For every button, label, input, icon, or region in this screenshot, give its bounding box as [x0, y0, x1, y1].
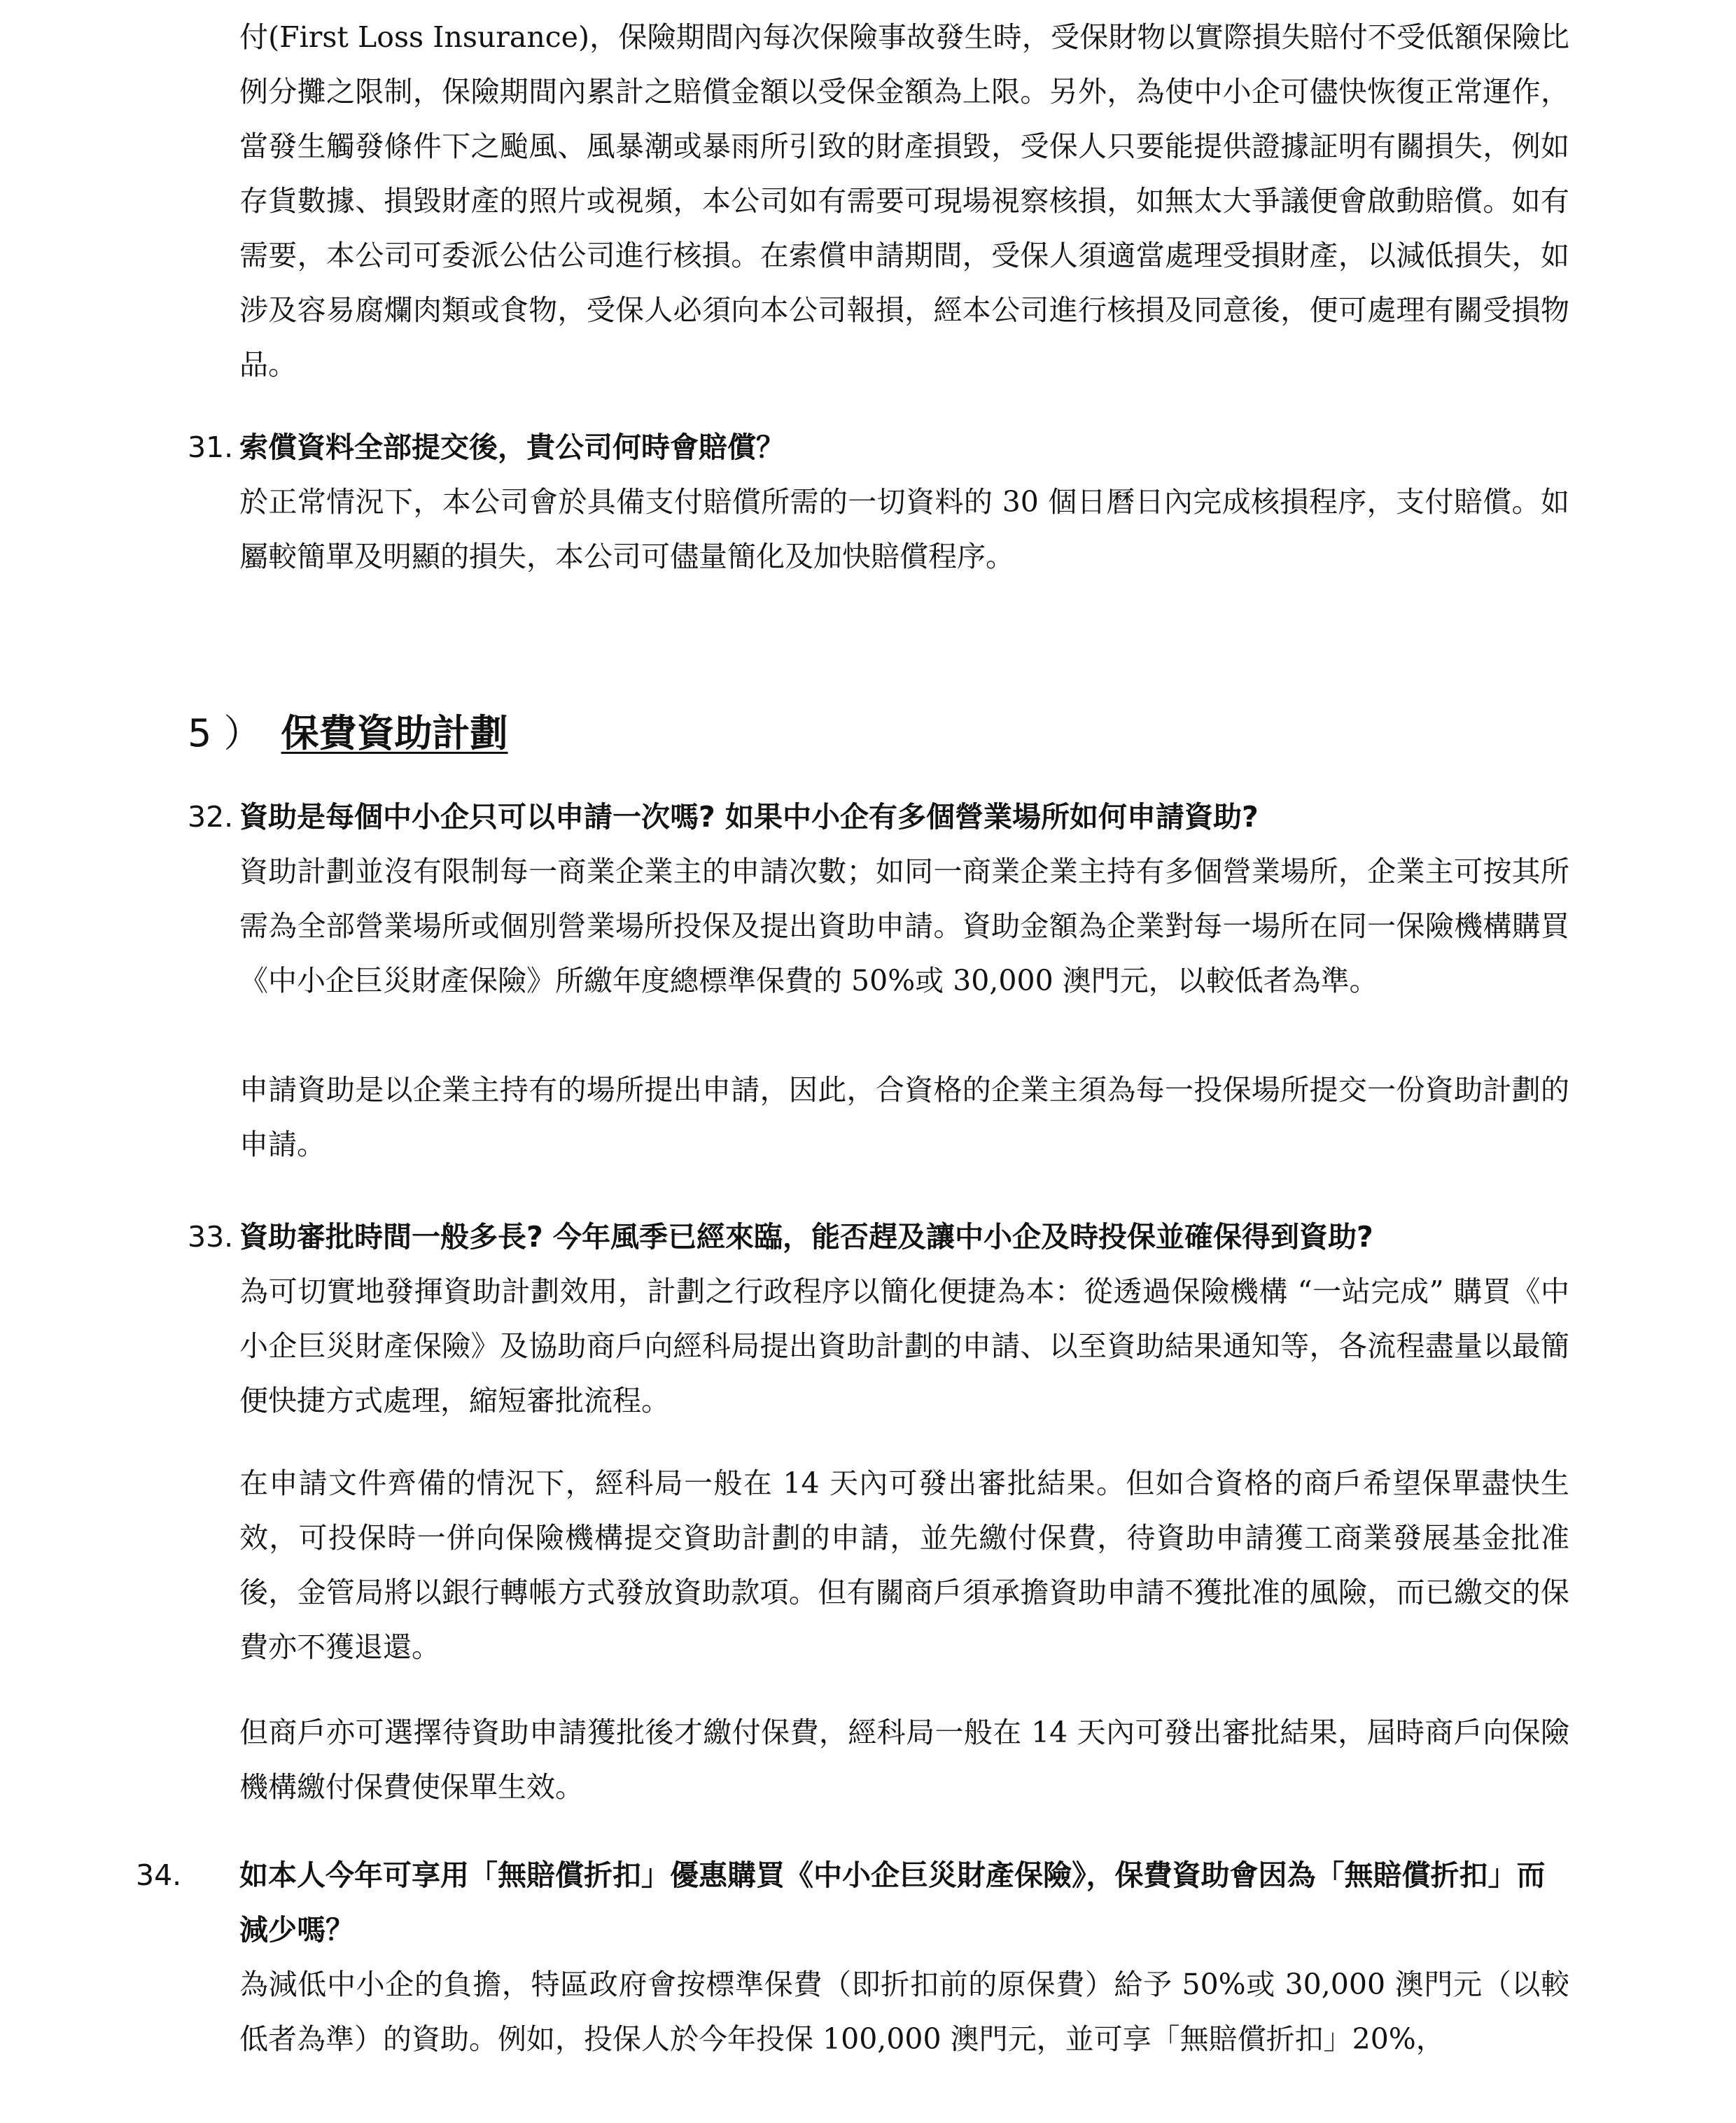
question-32-number: 32.: [188, 800, 234, 834]
answer-33-paragraph-2: 在申請文件齊備的情況下，經科局一般在 14 天內可發出審批結果。但如合資格的商戶希望保單盡快生效，可投保時一併向保險機構提交資助計劃的申請，並先繳付保費，待資助申請獲工商業發展基金批准後，金管局將以銀行轉帳方式發放資助款項。但有關商戶須承擔資助申請不獲批准的風險，而已繳交的保費亦不獲退還。: [239, 1466, 1569, 1664]
question-32-text: 資助是每個中小企只可以申請一次嗎? 如果中小企有多個營業場所如何申請資助?: [239, 800, 1259, 834]
answer-34: 為減低中小企的負擔，特區政府會按標準保費（即折扣前的原保費）給予 50%或 30,000 澳門元（以較低者為準）的資助。例如，投保人於今年投保 100,000 澳門元，並可享「無賠償折扣」20%，: [239, 1968, 1569, 2056]
question-34: [136, 1848, 1574, 1957]
question-31: [188, 420, 1574, 475]
section-5-heading: [188, 706, 508, 762]
answer-31: 於正常情況下，本公司會於具備支付賠償所需的一切資料的 30 個日曆日內完成核損程序，支付賠償。如屬較簡單及明顯的損失，本公司可儘量簡化及加快賠償程序。: [239, 485, 1569, 573]
section-5-number: 5 ）: [188, 711, 262, 755]
section-5-title: 保費資助計劃: [281, 711, 508, 755]
answer-32-paragraph-2: 申請資助是以企業主持有的場所提出申請，因此，合資格的企業主須為每一投保場所提交一份資助計劃的申請。: [239, 1073, 1569, 1161]
question-32: [188, 790, 1574, 844]
question-33-text: 資助審批時間一般多長? 今年風季已經來臨，能否趕及讓中小企及時投保並確保得到資助?: [239, 1220, 1373, 1254]
question-34-text: 如本人今年可享用「無賠償折扣」優惠購買《中小企巨災財產保險》，保費資助會因為「無賠償折扣」而減少嗎？: [239, 1858, 1546, 1947]
question-33: [188, 1210, 1574, 1264]
answer-33-paragraph-3: 但商戶亦可選擇待資助申請獲批後才繳付保費，經科局一般在 14 天內可發出審批結果，屆時商戶向保險機構繳付保費使保單生效。: [239, 1716, 1569, 1804]
question-31-text: 索償資料全部提交後，貴公司何時會賠償？: [239, 430, 785, 464]
answer-33-paragraph-1: 為可切實地發揮資助計劃效用，計劃之行政程序以簡化便捷為本：從透過保險機構 “一站完成” 購買《中小企巨災財產保險》及協助商戶向經科局提出資助計劃的申請、以至資助結果通知等，各流程盡量以最簡便快捷方式處理，縮短審批流程。: [239, 1275, 1569, 1417]
question-34-number: 34.: [136, 1858, 182, 1892]
answer-32-paragraph-1: 資助計劃並沒有限制每一商業企業主的申請次數；如同一商業企業主持有多個營業場所，企業主可按其所需為全部營業場所或個別營業場所投保及提出資助申請。資助金額為企業對每一場所在同一保險機構購買《中小企巨災財產保險》所繳年度總標準保費的 50%或 30,000 澳門元，以較低者為準。: [239, 855, 1569, 997]
top-paragraph: 付(First Loss Insurance)，保險期間內每次保險事故發生時，受保財物以實際損失賠付不受低額保險比例分攤之限制，保險期間內累計之賠償金額以受保金額為上限。另外，為使中小企可儘快恢復正常運作，當發生觸發條件下之颱風、風暴潮或暴雨所引致的財產損毀，受保人只要能提供證據証明有關損失，例如存貨數據、損毀財產的照片或視頻，本公司如有需要可現場視察核損，如無太大爭議便會啟動賠償。如有需要，本公司可委派公估公司進行核損。在索償申請期間，受保人須適當處理受損財產，以減低損失，如涉及容易腐爛肉類或食物，受保人必須向本公司報損，經本公司進行核損及同意後，便可處理有關受損物品。: [239, 20, 1569, 381]
question-31-number: 31.: [188, 430, 234, 464]
question-33-number: 33.: [188, 1220, 234, 1254]
